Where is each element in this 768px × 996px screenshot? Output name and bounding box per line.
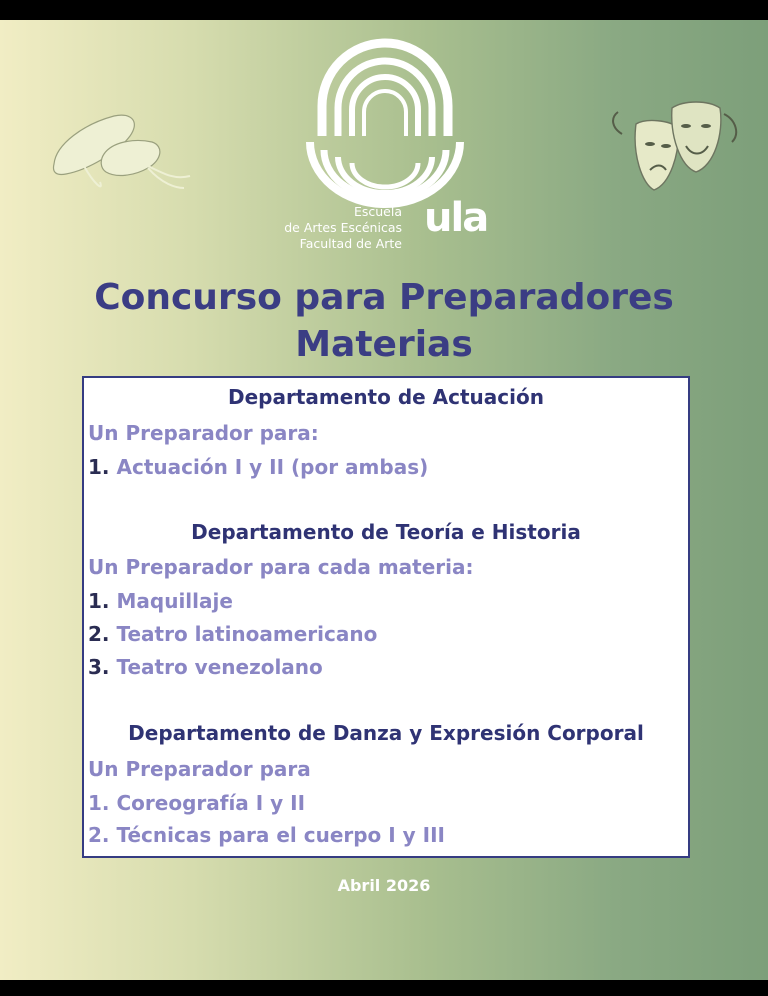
item-number: 1.: [88, 589, 110, 613]
department-intro: Un Preparador para:: [88, 421, 319, 445]
subjects-panel: [82, 376, 690, 858]
poster-title-line-2: Materias: [295, 324, 473, 365]
item-number: 1.: [88, 455, 110, 479]
item-number: 1.: [88, 791, 110, 815]
item-number: 2.: [88, 823, 110, 847]
department-intro: Un Preparador para: [88, 757, 311, 781]
list-item: [88, 621, 377, 647]
item-label: Técnicas para el cuerpo I y III: [116, 823, 445, 847]
school-line-3: Facultad de Arte: [299, 236, 402, 251]
department-heading-actuacion: Departamento de Actuación: [228, 385, 544, 409]
theater-masks-icon: [606, 94, 746, 204]
list-item: [88, 654, 323, 680]
ballet-shoes-icon: [44, 104, 204, 194]
school-name: [250, 204, 402, 252]
item-label: Maquillaje: [116, 589, 233, 613]
item-label: Teatro latinoamericano: [116, 622, 378, 646]
department-heading-teoria-historia: Departamento de Teoría e Historia: [191, 520, 581, 544]
list-item: [88, 588, 233, 614]
department-heading-danza: Departamento de Danza y Expresión Corporal: [128, 721, 644, 745]
poster: [0, 20, 768, 980]
school-line-1: Escuela: [353, 204, 402, 219]
ula-brand: ula: [424, 195, 488, 241]
school-line-2: de Artes Escénicas: [284, 220, 402, 235]
item-label: Teatro venezolano: [116, 655, 323, 679]
item-label: Actuación I y II (por ambas): [116, 455, 429, 479]
arch-logo-icon: [300, 38, 470, 213]
list-item: [88, 822, 445, 848]
item-label: Coreografía I y II: [116, 791, 306, 815]
list-item: [88, 790, 305, 816]
list-item: [88, 454, 428, 480]
poster-title-line-1: Concurso para Preparadores: [94, 277, 674, 318]
department-intro: Un Preparador para cada materia:: [88, 555, 474, 579]
item-number: 3.: [88, 655, 110, 679]
poster-date: Abril 2026: [337, 876, 431, 895]
item-number: 2.: [88, 622, 110, 646]
